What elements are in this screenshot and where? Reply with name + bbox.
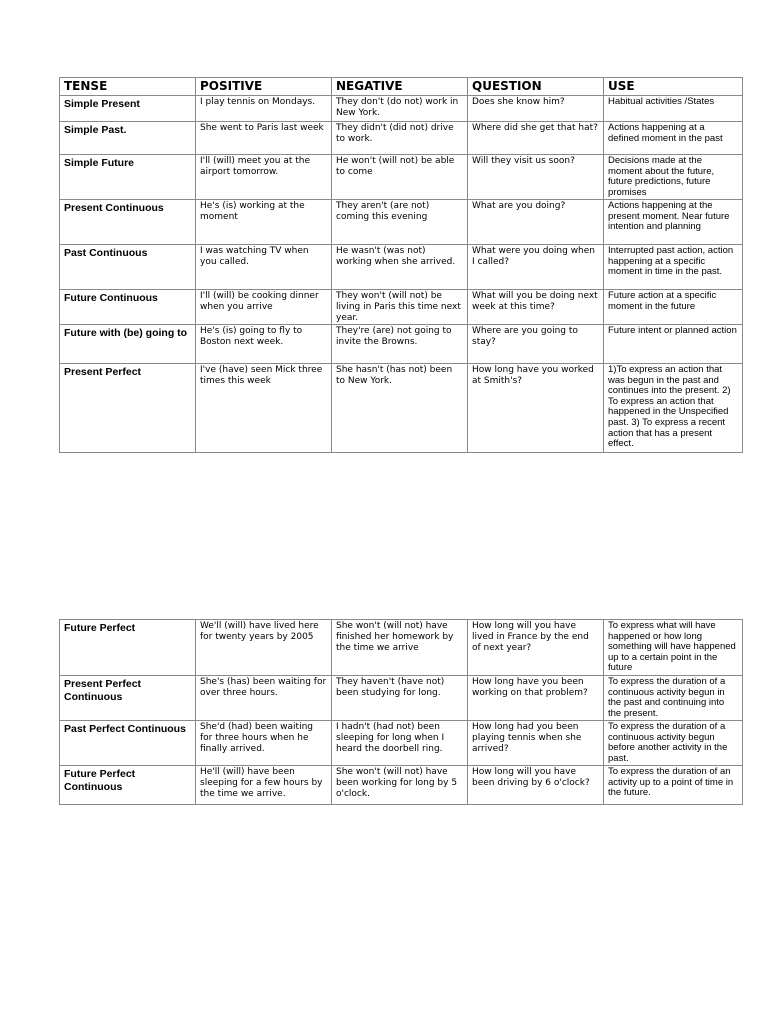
tense-name: Present Continuous [60,200,196,245]
tense-table-perfect [59,619,743,805]
tense-name: Simple Present [60,96,196,122]
negative-example: She won't (will not) have finished her homework by the time we arrive [332,620,468,676]
table-row [60,766,743,805]
negative-example: They don't (do not) work in New York. [332,96,468,122]
tense-name: Future Continuous [60,290,196,325]
use-description: Future action at a specific moment in the future [604,290,743,325]
positive-example: I'll (will) meet you at the airport tomorrow. [196,155,332,200]
negative-example: He wasn't (was not) working when she arrived. [332,245,468,290]
question-example: What were you doing when I called? [468,245,604,290]
tense-name: Future Perfect Continuous [60,766,196,805]
table-row [60,290,743,325]
positive-example: She went to Paris last week [196,122,332,155]
table-row [60,155,743,200]
table-row [60,200,743,245]
positive-example: He's (is) working at the moment [196,200,332,245]
positive-example: I play tennis on Mondays. [196,96,332,122]
positive-example: She's (has) been waiting for over three hours. [196,676,332,721]
question-example: How long had you been playing tennis when she arrived? [468,721,604,766]
question-example: How long have you worked at Smith's? [468,364,604,453]
negative-example: He won't (will not) be able to come [332,155,468,200]
table-row [60,721,743,766]
negative-example: I hadn't (had not) been sleeping for long when I heard the doorbell ring. [332,721,468,766]
positive-example: She'd (had) been waiting for three hours when he finally arrived. [196,721,332,766]
header-tense: TENSE [60,78,196,96]
use-description: To express what will have happened or how long something will have happened up to a certain point in the future [604,620,743,676]
header-negative: NEGATIVE [332,78,468,96]
question-example: What are you doing? [468,200,604,245]
negative-example: They're (are) not going to invite the Browns. [332,325,468,364]
question-example: Does she know him? [468,96,604,122]
use-description: Habitual activities /States [604,96,743,122]
negative-example: They won't (will not) be living in Paris this time next year. [332,290,468,325]
positive-example: He'll (will) have been sleeping for a few hours by the time we arrive. [196,766,332,805]
negative-example: They aren't (are not) coming this evening [332,200,468,245]
use-description: Future intent or planned action [604,325,743,364]
table-row [60,364,743,453]
negative-example: She won't (will not) have been working for long by 5 o'clock. [332,766,468,805]
use-description: Actions happening at a defined moment in the past [604,122,743,155]
use-description: Interrupted past action, action happening at a specific moment in time in the past. [604,245,743,290]
tense-name: Simple Future [60,155,196,200]
tense-name: Future with (be) going to [60,325,196,364]
header-row [60,78,743,96]
tense-name: Present Perfect [60,364,196,453]
negative-example: They didn't (did not) drive to work. [332,122,468,155]
question-example: What will you be doing next week at this time? [468,290,604,325]
table-row [60,620,743,676]
use-description: Decisions made at the moment about the future, future predictions, future promises [604,155,743,200]
table-row [60,122,743,155]
positive-example: He's (is) going to fly to Boston next week. [196,325,332,364]
use-description: 1)To express an action that was begun in the past and continues into the present. 2) To express an action that happened in the Unspecified past. 3) To express a recent action that has a present effect. [604,364,743,453]
positive-example: I'll (will) be cooking dinner when you arrive [196,290,332,325]
positive-example: We'll (will) have lived here for twenty years by 2005 [196,620,332,676]
tense-name: Future Perfect [60,620,196,676]
question-example: Where did she get that hat? [468,122,604,155]
question-example: How long have you been working on that problem? [468,676,604,721]
use-description: To express the duration of an activity up to a point of time in the future. [604,766,743,805]
table-row [60,245,743,290]
table-row [60,96,743,122]
tense-name: Past Continuous [60,245,196,290]
question-example: How long will you have lived in France by the end of next year? [468,620,604,676]
tense-name: Simple Past. [60,122,196,155]
header-positive: POSITIVE [196,78,332,96]
use-description: To express the duration of a continuous activity begun in the past and continuing into the present. [604,676,743,721]
positive-example: I was watching TV when you called. [196,245,332,290]
tense-name: Present Perfect Continuous [60,676,196,721]
positive-example: I've (have) seen Mick three times this week [196,364,332,453]
question-example: How long will you have been driving by 6 o'clock? [468,766,604,805]
table-row [60,676,743,721]
header-question: QUESTION [468,78,604,96]
table-row [60,325,743,364]
use-description: To express the duration of a continuous activity begun before another activity in the past. [604,721,743,766]
header-use: USE [604,78,743,96]
tense-name: Past Perfect Continuous [60,721,196,766]
question-example: Will they visit us soon? [468,155,604,200]
negative-example: She hasn't (has not) been to New York. [332,364,468,453]
use-description: Actions happening at the present moment. Near future intention and planning [604,200,743,245]
tense-table-primary [59,77,743,453]
question-example: Where are you going to stay? [468,325,604,364]
negative-example: They haven't (have not) been studying for long. [332,676,468,721]
